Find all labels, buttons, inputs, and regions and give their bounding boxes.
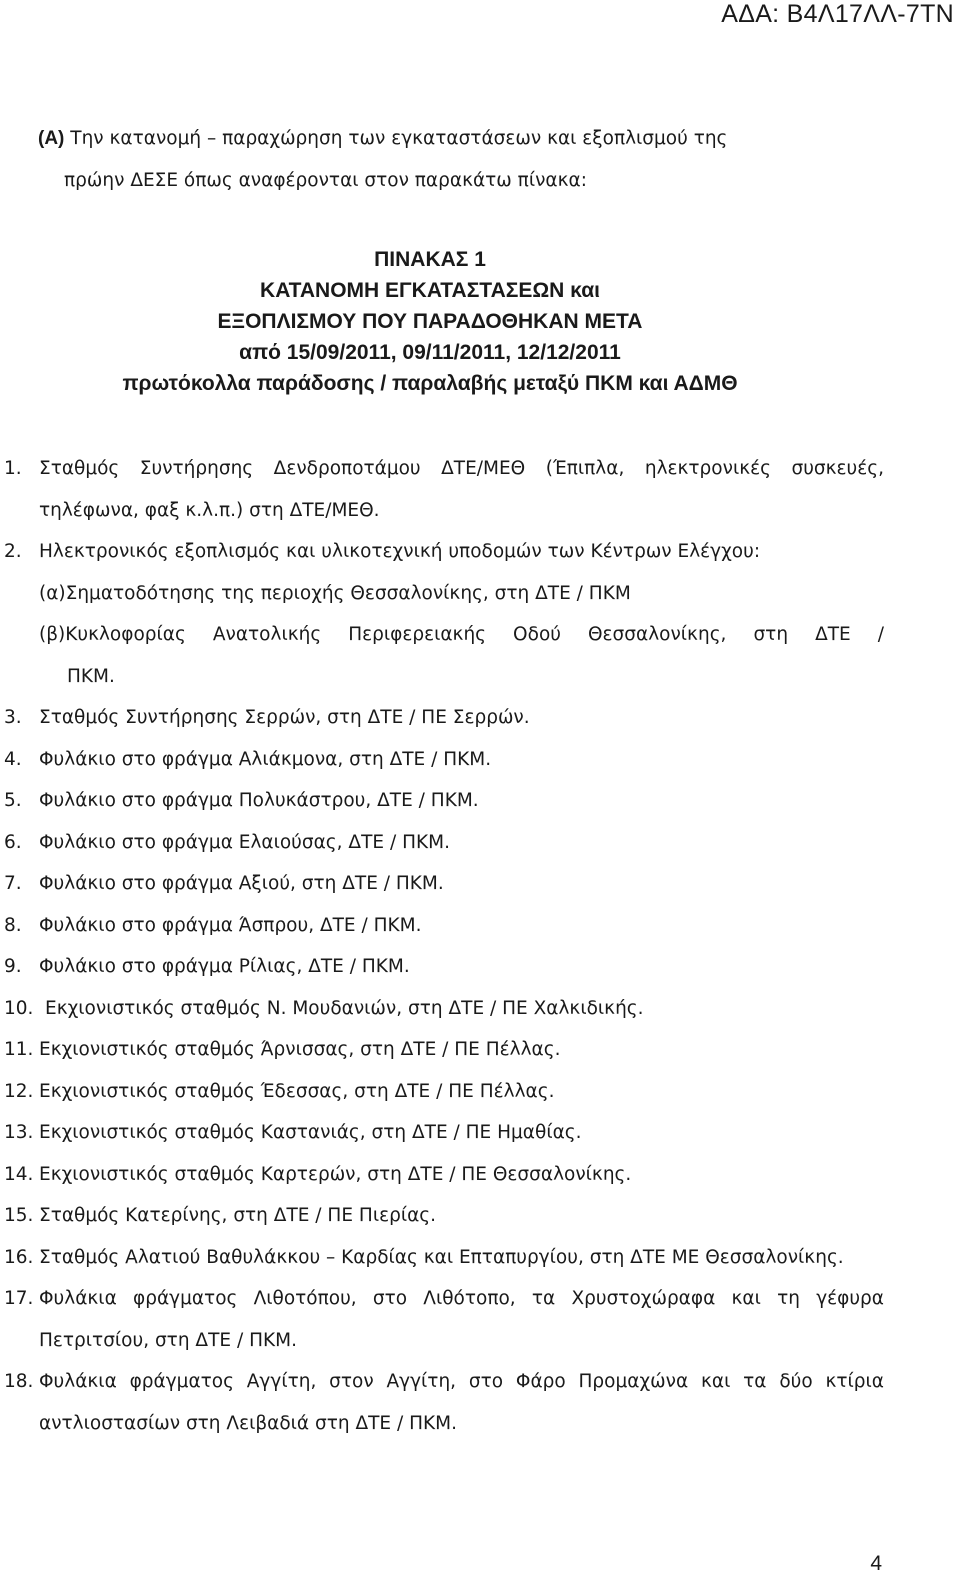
table-heading-line-1: ΠΙΝΑΚΑΣ 1 <box>374 248 486 271</box>
facility-list <box>0 448 884 1444</box>
list-item-text: Φυλάκιο στο φράγμα Ελαιούσας, ΔΤΕ / ΠΚΜ. <box>39 831 450 853</box>
list-item <box>0 905 884 947</box>
list-item <box>0 1361 884 1444</box>
list-item <box>0 1112 884 1154</box>
list-item-number: 13. <box>4 1122 34 1143</box>
list-item-number: 18. <box>4 1371 34 1392</box>
list-item <box>0 988 884 1030</box>
list-item-number: 8. <box>4 914 22 936</box>
table-heading-line-2: ΚΑΤΑΝΟΜΗ ΕΓΚΑΤΑΣΤΑΣΕΩΝ και <box>260 279 600 302</box>
list-subitem-b-continued: ΠΚΜ. <box>67 665 115 687</box>
list-item-text: Εκχιονιστικός σταθμός Καρτερών, στη ΔΤΕ / ΠΕ Θεσσαλονίκης. <box>39 1163 632 1185</box>
list-item-number: 17. <box>4 1288 34 1309</box>
list-item-text: Σταθμός Κατερίνης, στη ΔΤΕ / ΠΕ Πιερίας. <box>39 1205 437 1226</box>
list-item-number: 15. <box>4 1205 34 1226</box>
intro-line-2: πρώην ΔΕΣΕ όπως αναφέρονται στον παρακάτω πίνακα: <box>64 170 587 191</box>
table-heading-line-5: πρωτόκολλα παράδοσης / παραλαβής μεταξύ ΠΚΜ και ΑΔΜΘ <box>122 372 738 395</box>
list-item-number: 1. <box>4 458 22 479</box>
intro-line-1 <box>38 118 884 160</box>
list-item-text: Εκχιονιστικός σταθμός Καστανιάς, στη ΔΤΕ / ΠΕ Ημαθίας. <box>39 1122 582 1143</box>
list-subitem-b: (β)Κυκλοφορίας Ανατολικής Περιφερειακής Οδού Θεσσαλονίκης, στη ΔΤΕ / <box>39 624 884 645</box>
list-item-number: 6. <box>4 831 22 853</box>
list-item-text: Σταθμός Αλατιού Βαθυλάκκου – Καρδίας και Επταπυργίου, στη ΔΤΕ ΜΕ Θεσσαλονίκης. <box>39 1246 844 1268</box>
list-item <box>0 448 884 531</box>
list-item <box>0 531 884 697</box>
list-item-text: Φυλάκιο στο φράγμα Ρίλιας, ΔΤΕ / ΠΚΜ. <box>39 956 410 977</box>
section-label: (Α) <box>38 128 65 149</box>
list-item <box>0 1029 884 1071</box>
list-item <box>0 780 884 822</box>
list-item-text: Σταθμός Συντήρησης Δενδροποτάμου ΔΤΕ/ΜΕΘ (Έπιπλα, ηλεκτρονικές συσκευές, τηλέφωνα, φαξ κ.λ.π.) στη ΔΤΕ/ΜΕΘ. <box>39 458 884 521</box>
list-item-number: 4. <box>4 748 22 770</box>
table-heading-line-3: ΕΞΟΠΛΙΣΜΟΥ ΠΟΥ ΠΑΡΑΔΟΘΗΚΑΝ ΜΕΤΑ <box>217 310 643 333</box>
list-item-text: Ηλεκτρονικός εξοπλισμός και υλικοτεχνική υποδομών των Κέντρων Ελέγχου: <box>39 541 761 562</box>
intro-paragraph <box>38 118 884 202</box>
list-item <box>0 697 884 739</box>
list-item-number: 5. <box>4 790 22 811</box>
list-item-number: 16. <box>4 1246 34 1268</box>
list-item-text: Φυλάκιο στο φράγμα Πολυκάστρου, ΔΤΕ / ΠΚΜ. <box>39 790 479 811</box>
list-item-number: 14. <box>4 1163 34 1185</box>
table-heading <box>0 244 860 399</box>
page-number: 4 <box>870 1552 882 1575</box>
list-item-number: 3. <box>4 707 22 728</box>
list-item-text: Φυλάκια φράγματος Αγγίτη, στον Αγγίτη, στο Φάρο Προμαχώνα και τα δύο κτίρια αντλιοστασίων στη Λειβαδιά στη ΔΤΕ / ΠΚΜ. <box>39 1371 884 1434</box>
intro-text-1: Την κατανομή – παραχώρηση των εγκαταστάσεων και εξοπλισμού της <box>70 128 728 149</box>
list-item-text: Εκχιονιστικός σταθμός Ν. Μουδανιών, στη ΔΤΕ / ΠΕ Χαλκιδικής. <box>45 997 644 1019</box>
list-item-text: Φυλάκιο στο φράγμα Αλιάκμονα, στη ΔΤΕ / ΠΚΜ. <box>39 748 492 770</box>
list-item-number: 7. <box>4 873 22 894</box>
list-item-number: 12. <box>4 1080 34 1102</box>
list-item-number: 11. <box>4 1039 34 1060</box>
list-item-text: Φυλάκια φράγματος Λιθοτόπου, στο Λιθότοπο, τα Χρυστοχώραφα και τη γέφυρα Πετριτσίου, στη ΔΤΕ / ΠΚΜ. <box>39 1288 884 1351</box>
list-item-number: 2. <box>4 541 22 562</box>
list-item-text: Εκχιονιστικός σταθμός Έδεσσας, στη ΔΤΕ / ΠΕ Πέλλας. <box>39 1080 555 1102</box>
list-item <box>0 1237 884 1279</box>
list-item <box>0 1154 884 1196</box>
list-item <box>0 1278 884 1361</box>
ada-code: ΑΔΑ: Β4Λ17ΛΛ-7ΤΝ <box>721 0 954 28</box>
list-item-number: 9. <box>4 956 22 977</box>
list-item <box>0 1195 884 1237</box>
list-item <box>0 863 884 905</box>
list-item <box>0 739 884 781</box>
table-heading-line-4: από 15/09/2011, 09/11/2011, 12/12/2011 <box>239 341 621 364</box>
list-subitem-a: (α)Σηματοδότησης της περιοχής Θεσσαλονίκης, στη ΔΤΕ / ΠΚΜ <box>39 582 631 604</box>
list-item <box>0 1071 884 1113</box>
list-item-text: Φυλάκιο στο φράγμα Άσπρου, ΔΤΕ / ΠΚΜ. <box>39 914 422 936</box>
list-item-text: Εκχιονιστικός σταθμός Άρνισσας, στη ΔΤΕ / ΠΕ Πέλλας. <box>39 1039 561 1060</box>
list-item-text: Σταθμός Συντήρησης Σερρών, στη ΔΤΕ / ΠΕ Σερρών. <box>39 707 530 728</box>
list-item-text: Φυλάκιο στο φράγμα Αξιού, στη ΔΤΕ / ΠΚΜ. <box>39 873 444 894</box>
list-item <box>0 946 884 988</box>
list-item-number: 10. <box>4 997 34 1019</box>
list-item <box>0 822 884 864</box>
